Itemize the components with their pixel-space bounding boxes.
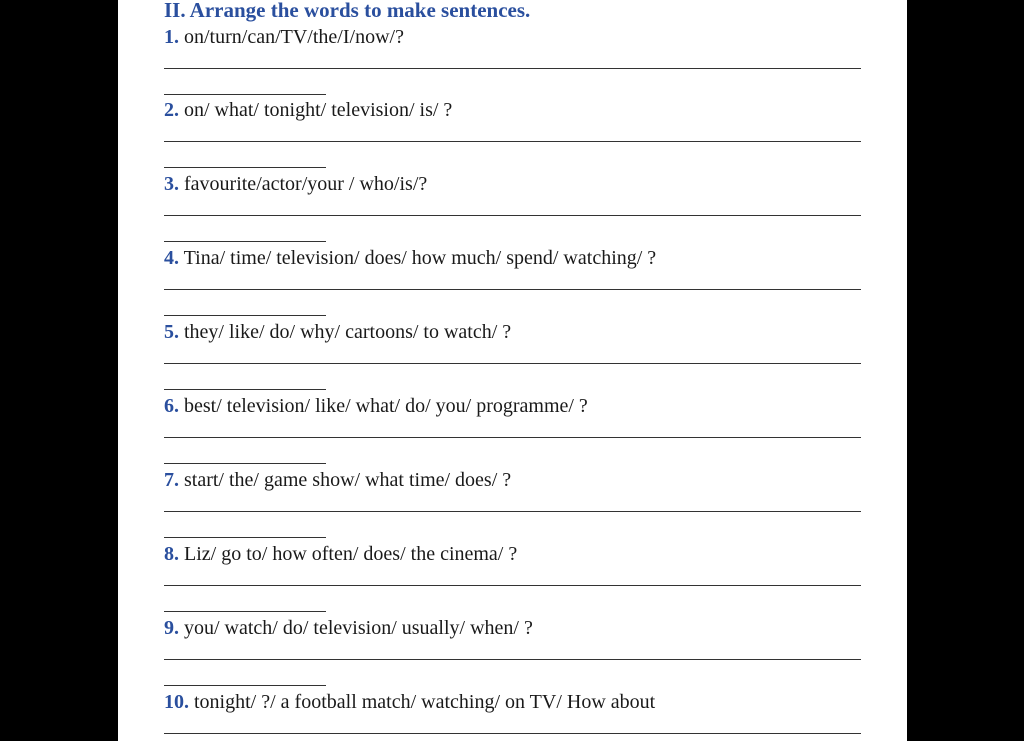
- answer-line[interactable]: [164, 68, 861, 69]
- worksheet-page: [118, 0, 907, 741]
- item-words: favourite/actor/your / who/is/?: [184, 173, 428, 195]
- answer-line[interactable]: [164, 585, 861, 586]
- answer-line[interactable]: [164, 141, 861, 142]
- answer-line-continuation[interactable]: [164, 685, 326, 686]
- exercise-item: [164, 246, 864, 320]
- item-words: Liz/ go to/ how often/ does/ the cinema/ ?: [184, 543, 518, 565]
- item-words: best/ television/ like/ what/ do/ you/ programme/ ?: [184, 395, 588, 417]
- answer-line-continuation[interactable]: [164, 94, 326, 95]
- item-number: 4.: [164, 247, 179, 269]
- item-words: start/ the/ game show/ what time/ does/ ?: [184, 469, 512, 491]
- item-words: tonight/ ?/ a football match/ watching/ on TV/ How about: [194, 691, 656, 713]
- answer-line-continuation[interactable]: [164, 537, 326, 538]
- answer-line-continuation[interactable]: [164, 241, 326, 242]
- answer-line[interactable]: [164, 215, 861, 216]
- exercise-item: [164, 690, 864, 740]
- exercise-item: [164, 25, 864, 99]
- exercise-item: [164, 468, 864, 542]
- item-words: Tina/ time/ television/ does/ how much/ spend/ watching/ ?: [183, 247, 657, 269]
- item-number: 10.: [164, 691, 189, 713]
- item-number: 8.: [164, 543, 179, 565]
- item-number: 6.: [164, 395, 179, 417]
- item-number: 2.: [164, 99, 179, 121]
- answer-line[interactable]: [164, 289, 861, 290]
- item-number: 9.: [164, 617, 179, 639]
- answer-line-continuation[interactable]: [164, 611, 326, 612]
- answer-line[interactable]: [164, 733, 861, 734]
- answer-line[interactable]: [164, 437, 861, 438]
- exercise-item: [164, 542, 864, 616]
- answer-line-continuation[interactable]: [164, 315, 326, 316]
- item-words: on/ what/ tonight/ television/ is/ ?: [184, 99, 453, 121]
- item-number: 5.: [164, 321, 179, 343]
- answer-line[interactable]: [164, 659, 861, 660]
- exercise-item: [164, 320, 864, 394]
- item-number: 3.: [164, 173, 179, 195]
- section-heading: II. Arrange the words to make sentences.: [164, 0, 531, 22]
- exercise-item: [164, 172, 864, 246]
- answer-line-continuation[interactable]: [164, 463, 326, 464]
- exercise-item: [164, 616, 864, 690]
- answer-line[interactable]: [164, 363, 861, 364]
- answer-line[interactable]: [164, 511, 861, 512]
- item-words: they/ like/ do/ why/ cartoons/ to watch/ ?: [184, 321, 512, 343]
- item-number: 7.: [164, 469, 179, 491]
- exercise-item: [164, 98, 864, 172]
- exercise-item: [164, 394, 864, 468]
- item-number: 1.: [164, 26, 179, 48]
- answer-line-continuation[interactable]: [164, 389, 326, 390]
- item-words: you/ watch/ do/ television/ usually/ when/ ?: [184, 617, 533, 639]
- answer-line-continuation[interactable]: [164, 167, 326, 168]
- item-words: on/turn/can/TV/the/I/now/?: [184, 26, 404, 48]
